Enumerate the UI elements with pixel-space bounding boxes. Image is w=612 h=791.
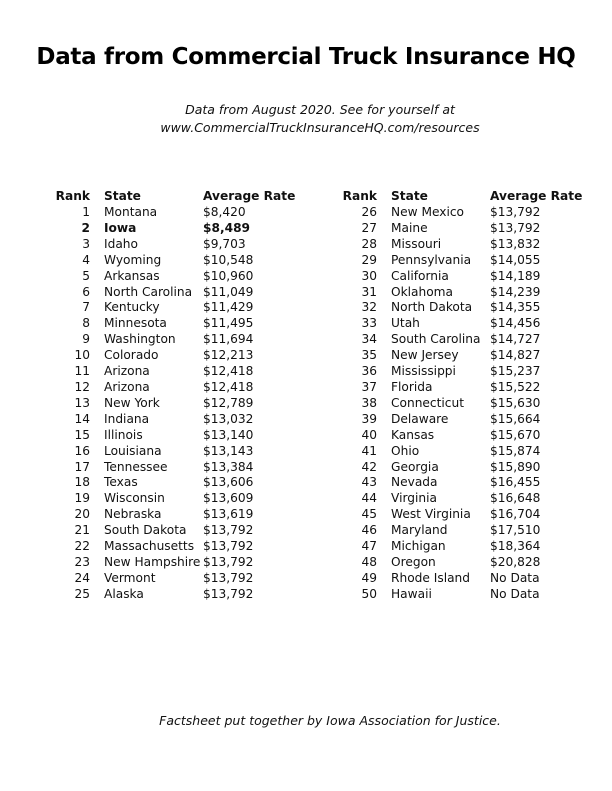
state-cell: Iowa (104, 220, 137, 235)
state-header: State (391, 189, 428, 203)
state-cell: Missouri (391, 236, 442, 251)
rank-cell: 3 (82, 236, 90, 251)
table-row (42, 507, 313, 523)
rank-cell: 33 (361, 316, 377, 331)
rate-cell: No Data (490, 586, 540, 601)
rank-cell: 30 (361, 268, 377, 283)
table-row (329, 460, 600, 476)
table-row (42, 539, 313, 555)
table-row (329, 396, 600, 412)
state-cell: Indiana (104, 411, 150, 426)
page-title: Data from Commercial Truck Insurance HQ (36, 44, 576, 70)
table-row (42, 587, 313, 603)
table-row (42, 412, 313, 428)
state-cell: Maine (391, 220, 428, 235)
rank-cell: 24 (74, 570, 90, 585)
rank-cell: 47 (361, 539, 377, 554)
rate-cell: $14,827 (490, 348, 541, 363)
rate-cell: $13,606 (203, 475, 254, 490)
table-row (42, 523, 313, 539)
rate-cell: $13,792 (490, 205, 541, 219)
rate-cell: $10,548 (203, 252, 254, 267)
state-cell: Arizona (104, 364, 150, 379)
rate-cell: $15,522 (490, 379, 541, 394)
state-cell: Hawaii (391, 586, 432, 601)
rate-cell: $11,694 (203, 332, 254, 347)
table-row (42, 332, 313, 348)
state-cell: Oregon (391, 554, 436, 569)
rank-cell: 43 (361, 475, 377, 490)
rate-cell: $15,630 (490, 395, 541, 410)
rate-cell: $14,239 (490, 284, 541, 299)
rate-cell: $13,619 (203, 507, 254, 522)
rank-cell: 15 (74, 427, 90, 442)
rate-cell: $15,890 (490, 459, 541, 474)
rate-cell: $10,960 (203, 268, 254, 283)
state-cell: Tennessee (104, 459, 168, 474)
state-cell: Louisiana (104, 443, 162, 458)
rank-cell: 37 (361, 379, 377, 394)
rank-cell: 10 (74, 348, 90, 363)
state-cell: Massachusetts (104, 539, 195, 554)
rate-cell: $11,049 (203, 284, 254, 299)
rate-cell: $15,664 (490, 411, 541, 426)
rank-cell: 25 (74, 586, 90, 601)
state-cell: West Virginia (391, 507, 471, 522)
table-row (329, 364, 600, 380)
table-row (42, 253, 313, 269)
rank-cell: 29 (361, 252, 377, 267)
table-row (42, 460, 313, 476)
rate-cell: $13,609 (203, 491, 254, 506)
table-row (329, 205, 600, 221)
rank-cell: 5 (82, 268, 90, 283)
rate-header: Average Rate (490, 189, 583, 203)
rank-cell: 31 (361, 284, 377, 299)
table-row (42, 300, 313, 316)
table-row (42, 237, 313, 253)
rank-cell: 1 (82, 205, 90, 219)
rank-cell: 8 (82, 316, 90, 331)
table-row (329, 555, 600, 571)
rate-cell: $14,189 (490, 268, 541, 283)
table-row (42, 316, 313, 332)
state-cell: Georgia (391, 459, 439, 474)
rank-cell: 19 (74, 491, 90, 506)
table-row (329, 380, 600, 396)
source-note (0, 101, 612, 137)
rank-cell: 17 (74, 459, 90, 474)
table-row (329, 491, 600, 507)
state-cell: Montana (104, 205, 158, 219)
table-row (329, 253, 600, 269)
rank-cell: 16 (74, 443, 90, 458)
rank-cell: 9 (82, 332, 90, 347)
rate-cell: $16,648 (490, 491, 541, 506)
rate-cell: $13,792 (203, 539, 254, 554)
rank-cell: 6 (82, 284, 90, 299)
rank-cell: 18 (74, 475, 90, 490)
rank-cell: 23 (74, 554, 90, 569)
table-row (329, 300, 600, 316)
table-row (329, 444, 600, 460)
state-cell: Vermont (104, 570, 156, 585)
rate-cell: $13,792 (203, 570, 254, 585)
table-row (42, 396, 313, 412)
state-cell: Oklahoma (391, 284, 454, 299)
rate-cell: $20,828 (490, 554, 541, 569)
state-cell: Virginia (391, 491, 437, 506)
rate-header: Average Rate (203, 189, 296, 203)
rate-cell: $14,727 (490, 332, 541, 347)
rate-cell: $13,143 (203, 443, 254, 458)
rank-cell: 44 (361, 491, 377, 506)
state-cell: Nevada (391, 475, 438, 490)
rate-cell: $17,510 (490, 523, 541, 538)
state-cell: California (391, 268, 449, 283)
rank-cell: 40 (361, 427, 377, 442)
rate-cell: $13,792 (203, 523, 254, 538)
rank-cell: 41 (361, 443, 377, 458)
rank-cell: 26 (361, 205, 377, 219)
table-row (42, 475, 313, 491)
rank-header: Rank (55, 189, 90, 203)
state-cell: Idaho (104, 236, 138, 251)
state-cell: Washington (104, 332, 176, 347)
rank-cell: 20 (74, 507, 90, 522)
table-row (42, 269, 313, 285)
state-cell: Wyoming (104, 252, 162, 267)
rates-table-right-body (329, 205, 600, 603)
rate-cell: $15,874 (490, 443, 541, 458)
table-row (329, 269, 600, 285)
state-cell: New Mexico (391, 205, 465, 219)
state-cell: Utah (391, 316, 420, 331)
table-row (42, 428, 313, 444)
rate-cell: $13,032 (203, 411, 254, 426)
rank-cell: 38 (361, 395, 377, 410)
rate-cell: $14,355 (490, 300, 541, 315)
state-cell: Texas (104, 475, 138, 490)
table-row (329, 539, 600, 555)
state-cell: Kansas (391, 427, 435, 442)
rate-cell: $18,364 (490, 539, 541, 554)
footer-credit: Factsheet put together by Iowa Association for Justice. (159, 713, 501, 728)
state-cell: Connecticut (391, 395, 464, 410)
rank-cell: 39 (361, 411, 377, 426)
state-cell: Delaware (391, 411, 449, 426)
state-cell: New Jersey (391, 348, 459, 363)
rank-cell: 49 (361, 570, 377, 585)
state-header: State (104, 189, 141, 203)
rate-cell: $14,456 (490, 316, 541, 331)
rate-cell: $12,418 (203, 364, 254, 379)
state-cell: Alaska (104, 586, 144, 601)
rate-cell: $8,489 (203, 220, 251, 235)
table-row (329, 316, 600, 332)
rank-cell: 27 (361, 220, 377, 235)
table-row (329, 237, 600, 253)
rate-cell: $9,703 (203, 236, 246, 251)
table-row (42, 348, 313, 364)
state-cell: Ohio (391, 443, 420, 458)
state-cell: Mississippi (391, 364, 456, 379)
rank-cell: 50 (361, 586, 377, 601)
rank-cell: 2 (81, 220, 90, 235)
table-row (42, 491, 313, 507)
rank-cell: 46 (361, 523, 377, 538)
rank-cell: 28 (361, 236, 377, 251)
table-row (329, 332, 600, 348)
rates-table-left (42, 187, 313, 603)
rank-cell: 36 (361, 364, 377, 379)
rank-cell: 7 (82, 300, 90, 315)
table-row (42, 364, 313, 380)
rate-cell: $15,237 (490, 364, 541, 379)
table-row (329, 587, 600, 603)
rate-cell: $13,792 (490, 220, 541, 235)
state-cell: North Carolina (104, 284, 193, 299)
state-cell: Michigan (391, 539, 446, 554)
rate-cell: $13,384 (203, 459, 254, 474)
rank-cell: 34 (361, 332, 377, 347)
rate-cell: $16,455 (490, 475, 541, 490)
table-row (42, 444, 313, 460)
table-row (329, 221, 600, 237)
rate-cell: $12,789 (203, 395, 254, 410)
state-cell: Florida (391, 379, 433, 394)
rank-cell: 45 (361, 507, 377, 522)
state-cell: New York (104, 395, 160, 410)
rank-cell: 4 (82, 252, 90, 267)
rank-cell: 11 (74, 364, 90, 379)
rank-cell: 35 (361, 348, 377, 363)
state-cell: North Dakota (391, 300, 473, 315)
rates-table-right (329, 187, 600, 603)
state-cell: New Hampshire (104, 554, 201, 569)
table-row (42, 571, 313, 587)
rate-cell: No Data (490, 570, 540, 585)
rank-cell: 22 (74, 539, 90, 554)
state-cell: Nebraska (104, 507, 162, 522)
source-note-line-1: Data from August 2020. See for yourself at (185, 102, 455, 117)
table-row (42, 380, 313, 396)
rank-cell: 13 (74, 395, 90, 410)
state-cell: Wisconsin (104, 491, 165, 506)
state-cell: Rhode Island (391, 570, 471, 585)
rank-cell: 48 (361, 554, 377, 569)
rank-cell: 32 (361, 300, 377, 315)
table-row (329, 475, 600, 491)
table-row (42, 205, 313, 221)
rate-cell: $11,495 (203, 316, 254, 331)
state-cell: Arkansas (104, 268, 160, 283)
state-cell: South Carolina (391, 332, 481, 347)
table-row (329, 523, 600, 539)
table-row (42, 555, 313, 571)
table-row (329, 348, 600, 364)
table-row (42, 221, 313, 237)
state-cell: Colorado (104, 348, 159, 363)
state-cell: Maryland (391, 523, 448, 538)
table-row (329, 428, 600, 444)
table-row (329, 571, 600, 587)
state-cell: South Dakota (104, 523, 187, 538)
rate-cell: $14,055 (490, 252, 541, 267)
rank-cell: 42 (361, 459, 377, 474)
state-cell: Illinois (104, 427, 143, 442)
rate-cell: $11,429 (203, 300, 254, 315)
table-row (42, 285, 313, 301)
rate-cell: $16,704 (490, 507, 541, 522)
state-cell: Pennsylvania (391, 252, 472, 267)
rate-cell: $15,670 (490, 427, 541, 442)
table-header-row (42, 187, 313, 205)
state-cell: Kentucky (104, 300, 160, 315)
rate-cell: $13,832 (490, 236, 541, 251)
rank-header: Rank (342, 189, 377, 203)
rank-cell: 14 (74, 411, 90, 426)
state-cell: Minnesota (104, 316, 167, 331)
table-header-row (329, 187, 600, 205)
rank-cell: 12 (74, 379, 90, 394)
state-cell: Arizona (104, 379, 150, 394)
table-row (329, 285, 600, 301)
rate-cell: $13,792 (203, 586, 254, 601)
table-row (329, 507, 600, 523)
table-row (329, 412, 600, 428)
rates-table-left-body (42, 205, 313, 603)
rate-cell: $12,418 (203, 379, 254, 394)
rate-cell: $8,420 (203, 205, 246, 219)
rank-cell: 21 (74, 523, 90, 538)
rate-cell: $13,140 (203, 427, 254, 442)
rate-cell: $12,213 (203, 348, 254, 363)
source-note-url: www.CommercialTruckInsuranceHQ.com/resources (160, 120, 480, 135)
rate-cell: $13,792 (203, 554, 254, 569)
